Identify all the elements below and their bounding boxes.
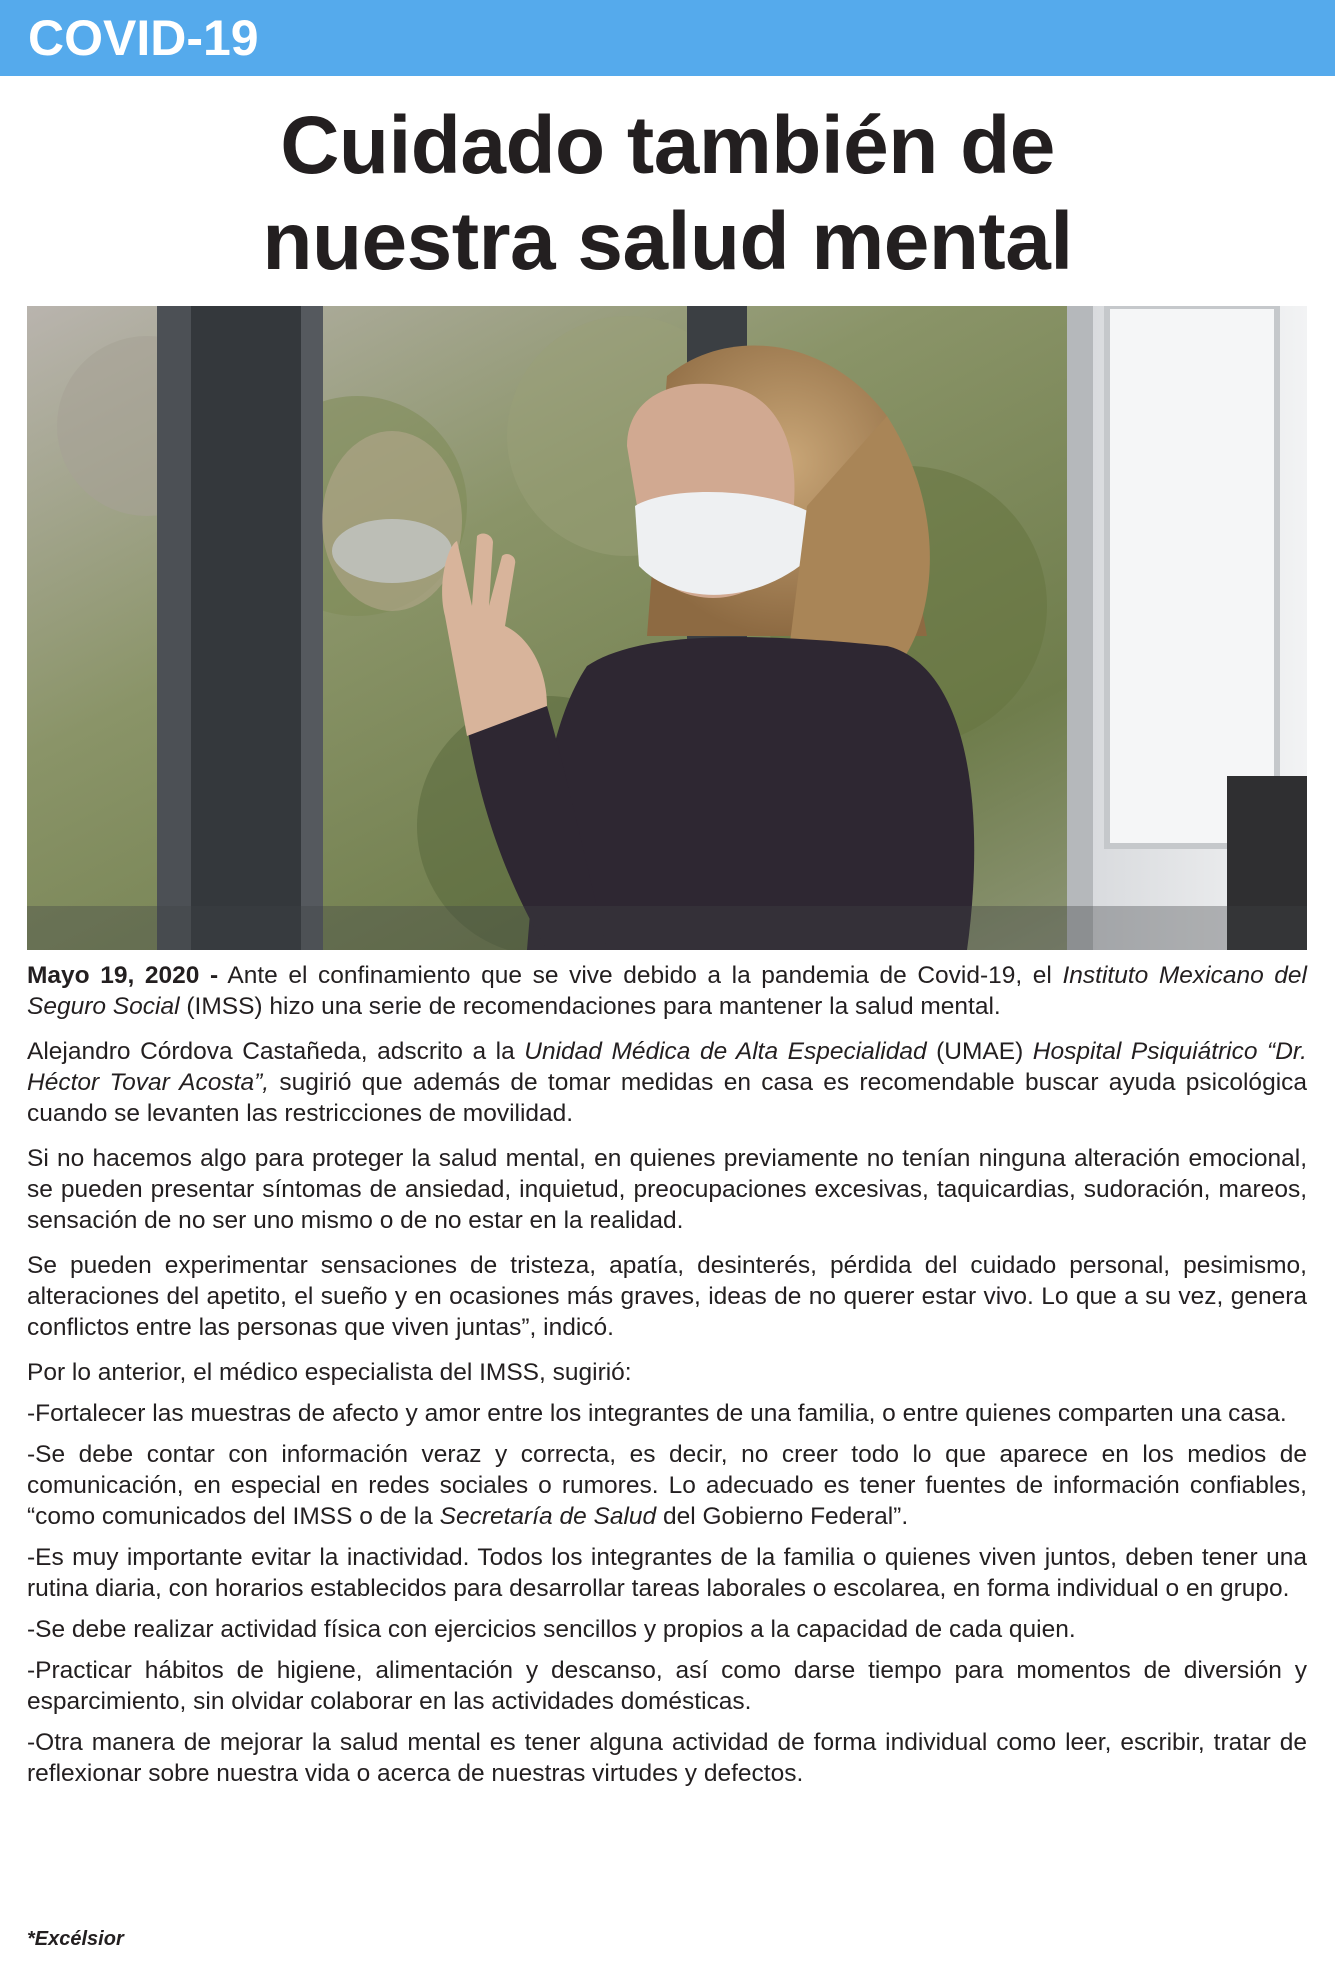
recommendation-item: -Otra manera de mejorar la salud mental es tener alguna actividad de forma individual como leer, escribir, tratar de reflexionar sobre nuestra vida o acerca de nuestras virtudes y defectos. — [27, 1729, 1307, 1787]
recommendation-item: -Fortalecer las muestras de afecto y amor entre los integrantes de una familia, o entre quienes comparten una casa. — [27, 1400, 1287, 1427]
headline — [0, 98, 1335, 290]
recommendation-item: -Se debe realizar actividad física con ejercicios sencillos y propios a la capacidad de cada quien. — [27, 1616, 1076, 1643]
article-date: Mayo 19, 2020 - — [27, 962, 219, 989]
paragraph-recommendations-intro: Por lo anterior, el médico especialista del IMSS, sugirió: — [27, 1359, 632, 1386]
recommendation-item: -Es muy importante evitar la inactividad. Todos los integrantes de la familia o quienes viven juntos, deben tener una rutina diaria, con horarios establecidos para desarrollar tareas laborales o escolarea, en forma individual o en grupo. — [27, 1544, 1307, 1602]
paragraph-intro: Mayo 19, 2020 - Ante el confinamiento que se vive debido a la pandemia de Covid-19, el Instituto Mexicano del Seguro Social (IMSS) hizo una serie de recomendaciones para mantener la salud mental. — [27, 962, 1307, 1020]
paragraph-specialist: Alejandro Córdova Castañeda, adscrito a la Unidad Médica de Alta Especialidad (UMAE) Hospital Psiquiátrico “Dr. Héctor Tovar Acosta”, sugirió que además de tomar medidas en casa es recomendable buscar ayuda psicológica cuando se levanten las restricciones de movilidad. — [27, 1038, 1308, 1127]
recommendation-item: -Se debe contar con información veraz y correcta, es decir, no creer todo lo que aparece en los medios de comunicación, en especial en redes sociales o rumores. Lo adecuado es tener fuentes de información confiables, “como comunicados del IMSS o de la Secretaría de Salud del Gobierno Federal”. — [27, 1441, 1307, 1530]
headline-line-2: nuestra salud mental — [262, 196, 1073, 287]
paragraph-sensations: Se pueden experimentar sensaciones de tristeza, apatía, desinterés, pérdida del cuidado personal, pesimismo, alteraciones del apetito, el sueño y en ocasiones más graves, ideas de no querer estar vivo. Lo que a su vez, genera conflictos entre las personas que viven juntas”, indicó. — [27, 1252, 1307, 1341]
headline-line-1: Cuidado también de — [280, 100, 1055, 191]
paragraph-symptoms: Si no hacemos algo para proteger la salud mental, en quienes previamente no tenían ninguna alteración emocional, se pueden presentar síntomas de ansiedad, inquietud, preocupaciones excesivas, taquicardias, sudoración, mareos, sensación de no ser uno mismo o de no estar en la realidad. — [27, 1145, 1307, 1234]
recommendation-item: -Practicar hábitos de higiene, alimentación y descanso, así como darse tiempo para momentos de diversión y esparcimiento, sin olvidar colaborar en las actividades domésticas. — [27, 1657, 1307, 1715]
source-credit: *Excélsior — [27, 1928, 124, 1950]
section-banner — [0, 0, 1335, 76]
article-body — [27, 960, 1307, 1799]
woman-masked-at-window-photo — [27, 306, 1307, 950]
imss-name: Instituto Mexicano del Seguro Social — [27, 962, 1307, 1020]
section-label: COVID-19 — [28, 10, 259, 66]
